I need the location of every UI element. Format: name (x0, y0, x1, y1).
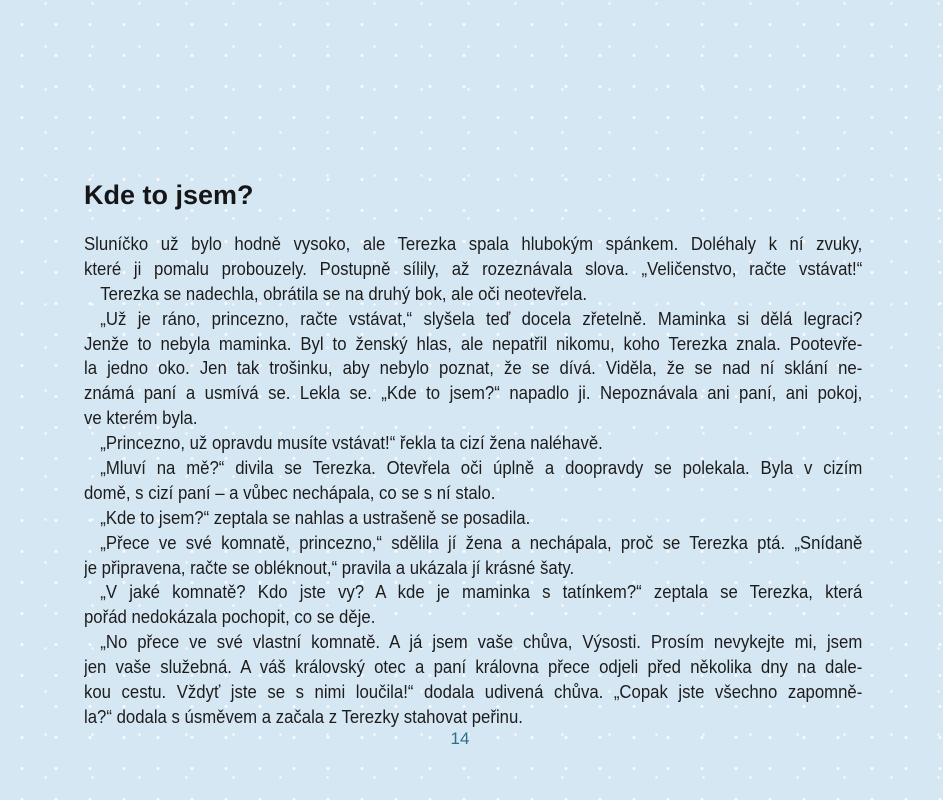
chapter-title: Kde to jsem? (84, 180, 254, 210)
text-line: „Kde to jsem?“ zeptala se nahlas a ustrašeně se posadila. (100, 506, 531, 528)
text-line: domě, s cizí paní – a vůbec nechápala, co se s ní stalo. (84, 481, 496, 503)
text-line: je připravena, račte se obléknout,“ pravila a ukázala jí krásné šaty. (84, 556, 575, 578)
text-line: „No přece ve své vlastní komnatě. A já jsem vaše chůva, Výsosti. Prosím nevykejte mi, jsem (100, 631, 863, 653)
text-line: „Už je ráno, princezno, račte vstávat,“ slyšela teď docela zřetelně. Maminka si dělá legraci? (100, 307, 863, 329)
text-line: Terezka se nadechla, obrátila se na druhý bok, ale oči neotevřela. (100, 282, 588, 304)
text-line: jen vaše služebná. A váš královský otec a paní královna přece odjeli před několika dny na dale- (84, 656, 863, 678)
text-line: Sluníčko už bylo hodně vysoko, ale Terezka spala hlubokým spánkem. Doléhaly k ní zvuky, (84, 233, 863, 254)
text-line: ve kterém byla. (84, 407, 198, 429)
text-line: pořád nedokázala pochopit, co se děje. (84, 606, 376, 628)
text-line: la jedno oko. Jen tak trošinku, aby nebylo poznat, že se dívá. Viděla, že se nad ní sklání ne- (84, 357, 863, 379)
text-line: „V jaké komnatě? Kdo jste vy? A kde je maminka s tatínkem?“ zeptala se Terezka, která (100, 581, 863, 603)
page-number: 14 (450, 729, 470, 748)
text-line: Jenže to nebyla maminka. Byl to ženský hlas, ale nepatřil nikomu, koho Terezka znala. Pootevře- (84, 332, 863, 354)
text-line: známá paní a usmívá se. Lekla se. „Kde to jsem?“ napadlo ji. Nepoznávala ani paní, ani pokoj, (84, 382, 863, 404)
text-line: „Mluví na mě?“ divila se Terezka. Otevřela oči úplně a doopravdy se polekala. Byla v cizím (100, 457, 863, 479)
text-line: la?“ dodala s úsměvem a začala z Terezky stahovat peřinu. (84, 705, 523, 727)
text-line: kou cestu. Vždyť jste se s nimi loučila!“ dodala udivená chůva. „Copak jste všechno zapomně- (84, 681, 863, 703)
text-line: které ji pomalu probouzely. Postupně sílily, až rozeznávala slova. „Veličenstvo, račte vstávat!“ (84, 257, 863, 279)
text-line: „Přece ve své komnatě, princezno,“ sdělila jí žena a nechápala, proč se Terezka ptá. „Snídaně (100, 531, 863, 553)
chapter-body (84, 232, 862, 730)
text-line: „Princezno, už opravdu musíte vstávat!“ řekla ta cizí žena naléhavě. (100, 432, 603, 454)
